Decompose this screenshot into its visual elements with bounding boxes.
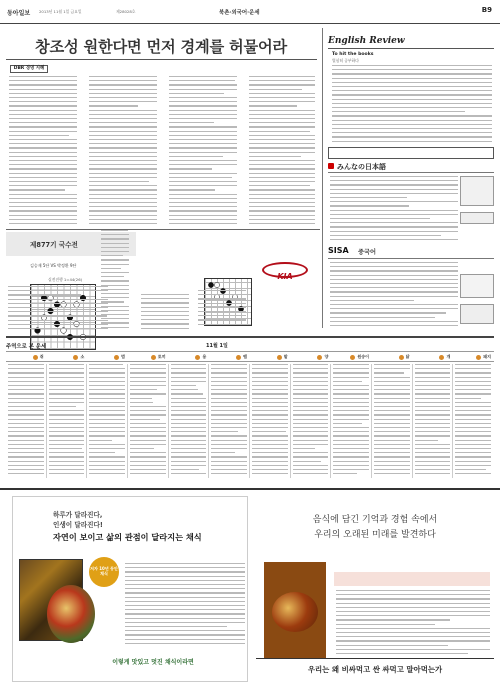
english-review-subtitle: To hit the books (332, 52, 374, 57)
zodiac-icon (439, 355, 444, 360)
baduk-stone (214, 282, 219, 287)
ad-left-kicker-2: 인생이 달라진다! (53, 521, 103, 529)
ad-left-text-block (125, 563, 245, 649)
column-badge: DBR 경영 지혜 (10, 65, 48, 73)
ad-left-food-photo (47, 585, 95, 643)
fortune-text-col (333, 364, 369, 478)
ad-right-footer: 우리는 왜 비싸먹고 싼 싸먹고 말아먹는가 (307, 665, 443, 674)
fortune-sign-9: 원숭이 (331, 352, 372, 362)
zodiac-icon (114, 355, 119, 360)
masthead-page-number: B9 (481, 6, 492, 14)
masthead-date: 2013년 11월 1일 금요일 (39, 9, 82, 14)
fortune-sign-4: 토끼 (128, 352, 169, 362)
zodiac-icon (195, 355, 200, 360)
fortune-section (6, 338, 494, 478)
zodiac-icon (73, 355, 78, 360)
fortune-sign-2: 소 (47, 352, 88, 362)
zodiac-icon (399, 355, 404, 360)
ad-left-headline: 자연이 보이고 삶의 관점이 달라지는 채식 (53, 532, 202, 542)
fortune-sign-3: 범 (87, 352, 128, 362)
baduk-title: 제877기 국수전 (30, 241, 78, 249)
fortune-sign-6: 뱀 (209, 352, 250, 362)
baduk-text-col4 (198, 290, 246, 328)
zodiac-icon (476, 355, 481, 360)
fortune-text-col (130, 364, 166, 478)
fortune-text-col (8, 364, 44, 478)
ad-left-callout-badge: 저자 10년 동안 채식 (89, 557, 119, 587)
sisa-brand: SISA (328, 246, 349, 255)
fortune-text-col (89, 364, 125, 478)
baduk-text-col1 (8, 286, 108, 332)
english-review-title: English Review (328, 36, 405, 46)
ad-left[interactable] (12, 496, 248, 682)
fortune-sign-5: 용 (169, 352, 210, 362)
ad-left-footer: 이렇게 맛있고 멋진 채식이라면 (112, 659, 194, 666)
fortune-header: 주역으로 본 운세 (6, 344, 47, 350)
fortune-sign-8: 양 (291, 352, 332, 362)
ad-right[interactable] (256, 496, 494, 682)
fortune-sign-7: 말 (250, 352, 291, 362)
fortune-text-col (171, 364, 207, 478)
baduk-stone (208, 282, 213, 287)
english-review-subtitle-kr: 열심히 공부하다 (332, 58, 359, 63)
fortune-text-col (252, 364, 288, 478)
column-headline: 창조성 원한다면 먼저 경계를 허물어라 (35, 38, 287, 56)
zodiac-icon (350, 355, 355, 360)
fortune-text-col (293, 364, 329, 478)
zodiac-icon (277, 355, 282, 360)
masthead-paper-name: 동아일보 (7, 10, 31, 17)
sisa-title: 중국어 (358, 249, 376, 256)
fortune-text-col (49, 364, 85, 478)
japanese-title: みんなの日本語 (337, 163, 386, 171)
fortune-text-col (415, 364, 451, 478)
masthead-section: 북촌·외국어·운세 (219, 10, 260, 16)
ad-right-red-banner (334, 572, 490, 586)
fortune-sign-11: 개 (413, 352, 454, 362)
fortune-text-col (455, 364, 491, 478)
fortune-text-col (374, 364, 410, 478)
ad-right-bowls-icon (272, 592, 318, 632)
zodiac-icon (33, 355, 38, 360)
zodiac-icon (236, 355, 241, 360)
zodiac-icon (317, 355, 322, 360)
baduk-caption: 실전진행 1=44(26) (48, 277, 83, 282)
baduk-players: 김승재 5단 VS 박정환 9단 (30, 263, 77, 268)
fortune-sign-10: 닭 (372, 352, 413, 362)
ad-left-kicker-1: 하루가 달라진다, (53, 511, 103, 519)
sponsor-kia-logo: KIA (262, 262, 308, 278)
baduk-text-col2 (101, 230, 129, 330)
ad-right-book-cover (264, 562, 326, 658)
baduk-text-col3 (141, 294, 189, 332)
fortune-text-col (211, 364, 247, 478)
fortune-sign-12: 돼지 (453, 352, 494, 362)
fortune-sign-1: 쥐 (6, 352, 47, 362)
zodiac-icon (151, 355, 156, 360)
ad-right-text-block (336, 590, 490, 656)
fortune-text-columns (6, 364, 494, 478)
ad-right-headline-2: 우리의 오래된 미래를 발견하다 (314, 530, 436, 540)
fortune-date: 11월 1일 (206, 343, 228, 349)
masthead-issue: 제28028호 (116, 9, 136, 14)
fortune-sign-row (6, 352, 494, 362)
ad-right-headline-1: 음식에 담긴 기억과 경험 속에서 (312, 515, 438, 525)
